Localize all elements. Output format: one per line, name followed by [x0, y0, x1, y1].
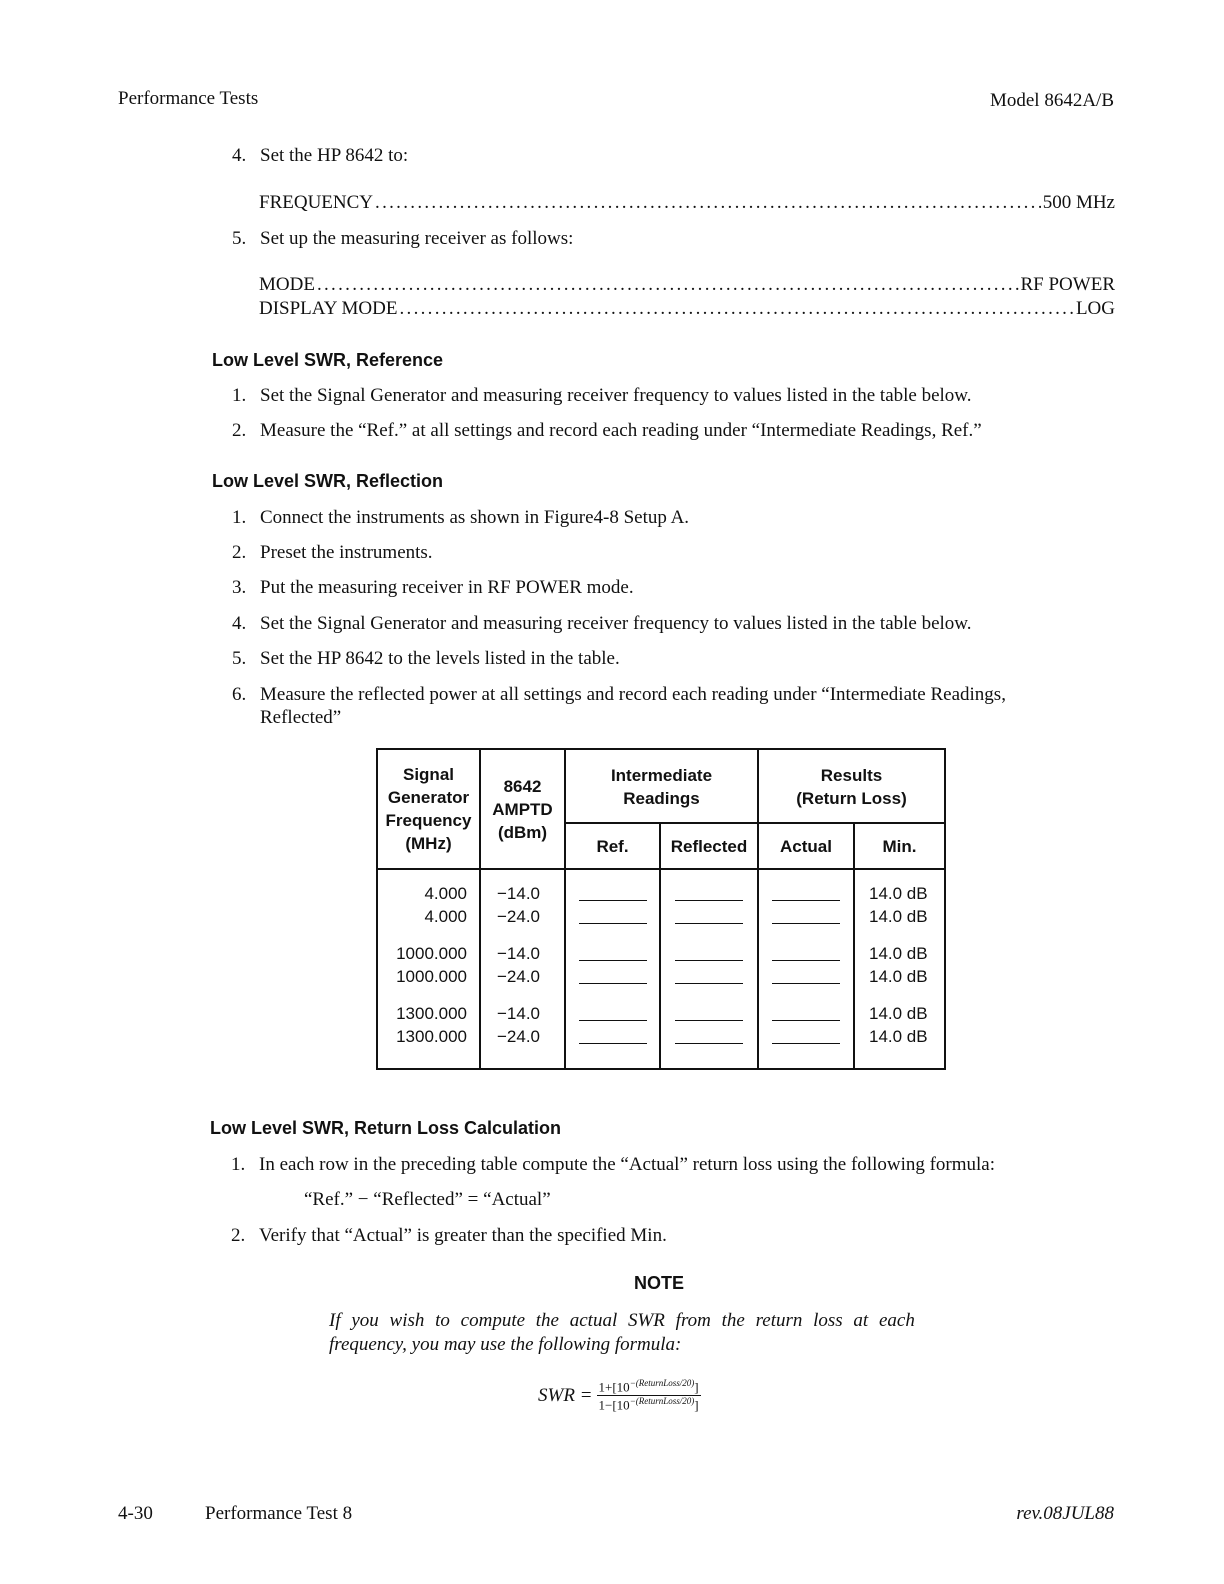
leader-dots [399, 298, 1073, 320]
table-cell: 1300.000 [396, 1027, 467, 1046]
setting-label: MODE [259, 274, 315, 295]
blank-field[interactable] [772, 1025, 840, 1048]
step-text: Set up the measuring receiver as follows: [260, 228, 574, 249]
blank-field[interactable] [579, 1002, 647, 1025]
step-text: In each row in the preceding table compute the “Actual” return loss using the following formula: [259, 1154, 996, 1175]
step-text-continuation: Reflected” [260, 707, 342, 728]
table-cell: −14.0 [497, 944, 541, 963]
header-line: Signal [402, 765, 454, 784]
table-cell: 14.0 dB [869, 907, 928, 926]
header-line: Frequency [385, 811, 472, 830]
setting-value: LOG [1075, 298, 1115, 319]
numerator: 1+[10 [598, 1379, 630, 1395]
blank-field[interactable] [675, 905, 743, 928]
header-ref: Ref. [565, 823, 660, 869]
note-title: NOTE [634, 1273, 685, 1293]
header-line: Generator [387, 788, 470, 807]
step-text: Measure the “Ref.” at all settings and record each reading under “Intermediate Readings, Ref.” [260, 420, 982, 441]
step-number: 6. [232, 684, 247, 705]
setting-value: RF POWER [1020, 274, 1115, 295]
step-text: Measure the reflected power at all settings and record each reading under “Intermediate Readings, [260, 684, 1006, 705]
table-cell: −14.0 [497, 1004, 541, 1023]
list-item [231, 1225, 667, 1247]
step-number: 2. [232, 542, 247, 563]
table-cell: 1000.000 [396, 967, 467, 986]
header-line: (Return Loss) [796, 789, 907, 808]
table-cell: 1000.000 [396, 944, 467, 963]
table-cell: 14.0 dB [869, 1027, 928, 1046]
step-text: Set the Signal Generator and measuring receiver frequency to values listed in the table below. [260, 613, 972, 634]
header-min: Min. [854, 823, 945, 869]
swr-fraction [597, 1378, 701, 1414]
section-heading-return-loss: Low Level SWR, Return Loss Calculation [210, 1118, 562, 1138]
setting-mode-row [259, 274, 1115, 296]
table-cell: 4.000 [424, 907, 467, 926]
list-item [232, 613, 972, 635]
header-line: 8642 [503, 776, 542, 796]
header-right: Model 8642A/B [989, 90, 1114, 111]
table-cell: 14.0 dB [869, 1004, 928, 1023]
step-text: Verify that “Actual” is greater than the specified Min. [259, 1225, 667, 1246]
bracket: ] [694, 1379, 699, 1395]
header-intermediate-readings [565, 749, 758, 823]
blank-field[interactable] [772, 1002, 840, 1025]
blank-field[interactable] [579, 965, 647, 988]
list-item [232, 648, 620, 670]
footer-page-number: 4-30 [118, 1503, 153, 1524]
swr-formula [538, 1378, 701, 1414]
blank-field[interactable] [675, 942, 743, 965]
table-cell: −24.0 [497, 967, 541, 986]
step-setup-receiver [232, 228, 573, 250]
header-line: Intermediate [610, 766, 713, 785]
blank-field[interactable] [772, 905, 840, 928]
step-number: 5. [232, 648, 247, 669]
list-item [232, 684, 1006, 706]
step-text: Preset the instruments. [260, 542, 433, 563]
step-set-8642 [232, 145, 408, 167]
blank-field[interactable] [772, 965, 840, 988]
blank-field[interactable] [579, 942, 647, 965]
table-cell: −14.0 [497, 884, 541, 903]
header-line: Readings [623, 789, 700, 808]
step-number: 1. [231, 1154, 246, 1175]
return-loss-formula: “Ref.” − “Reflected” = “Actual” [304, 1189, 551, 1210]
table-cell: −24.0 [497, 1027, 541, 1046]
step-text: Set the Signal Generator and measuring receiver frequency to values listed in the table below. [260, 385, 972, 406]
step-text: Set the HP 8642 to the levels listed in the table. [260, 648, 620, 669]
header-results [758, 749, 945, 823]
step-number: 1. [232, 507, 247, 528]
step-number: 3. [232, 577, 247, 598]
header-reflected: Reflected [660, 823, 758, 869]
blank-field[interactable] [579, 905, 647, 928]
blank-field[interactable] [675, 1025, 743, 1048]
step-number: 2. [232, 420, 247, 441]
blank-field[interactable] [579, 882, 647, 905]
blank-field[interactable] [579, 1025, 647, 1048]
section-heading-reference: Low Level SWR, Reference [212, 350, 444, 370]
step-number: 1. [232, 385, 247, 406]
actual-column [758, 869, 854, 1069]
exponent: −(ReturnLoss/20) [629, 1378, 695, 1388]
leader-dots [375, 192, 1041, 214]
ref-column [565, 869, 660, 1069]
setting-display-mode-row [259, 298, 1115, 320]
list-item [231, 1154, 995, 1176]
step-text: Connect the instruments as shown in Figure4-8 Setup A. [260, 507, 690, 528]
setting-value: 500 MHz [1042, 192, 1115, 213]
list-item [232, 542, 433, 564]
list-item [232, 385, 972, 407]
leader-dots [317, 274, 1019, 296]
denominator: 1−[10 [598, 1397, 630, 1413]
list-item [232, 577, 634, 599]
step-text: Set the HP 8642 to: [260, 145, 409, 166]
table-cell: 4.000 [424, 884, 467, 903]
setting-label: FREQUENCY [259, 192, 374, 213]
min-column [854, 869, 945, 1069]
header-actual: Actual [758, 823, 854, 869]
amptd-column [480, 869, 565, 1069]
footer-title: Performance Test 8 [205, 1503, 353, 1524]
frequency-column [377, 869, 480, 1069]
swr-table [376, 748, 946, 1070]
blank-field[interactable] [772, 882, 840, 905]
note-line: If you wish to compute the actual SWR from the return loss at each [329, 1310, 915, 1331]
table-cell: 14.0 dB [869, 884, 928, 903]
table-cell: 14.0 dB [869, 944, 928, 963]
list-item [232, 507, 689, 529]
step-number: 4. [232, 613, 247, 634]
swr-lhs: SWR = [538, 1384, 593, 1406]
footer-revision: rev.08JUL88 [1016, 1503, 1114, 1524]
table-cell: 1300.000 [396, 1004, 467, 1023]
setting-label: DISPLAY MODE [259, 298, 398, 319]
setting-frequency-row [259, 192, 1115, 214]
blank-field[interactable] [675, 965, 743, 988]
header-signal-generator-frequency [377, 749, 480, 869]
table-cell: −24.0 [497, 907, 541, 926]
blank-field[interactable] [675, 1002, 743, 1025]
note-line: frequency, you may use the following formula: [329, 1334, 682, 1355]
header-line: AMPTD [492, 799, 553, 819]
section-heading-reflection: Low Level SWR, Reflection [212, 471, 444, 491]
blank-field[interactable] [675, 882, 743, 905]
header-left: Performance Tests [118, 88, 259, 109]
step-number: 2. [231, 1225, 246, 1246]
header-line: (dBm) [497, 822, 548, 842]
step-text: Put the measuring receiver in RF POWER mode. [260, 577, 634, 598]
header-line: Results [820, 766, 883, 785]
bracket: ] [694, 1397, 699, 1413]
blank-field[interactable] [772, 942, 840, 965]
list-item [232, 420, 982, 442]
step-number: 5. [232, 228, 247, 249]
header-line: (MHz) [405, 834, 452, 853]
table-cell: 14.0 dB [869, 967, 928, 986]
step-number: 4. [232, 145, 247, 166]
reflected-column [660, 869, 758, 1069]
exponent: −(ReturnLoss/20) [629, 1396, 695, 1407]
header-amptd [480, 749, 565, 869]
